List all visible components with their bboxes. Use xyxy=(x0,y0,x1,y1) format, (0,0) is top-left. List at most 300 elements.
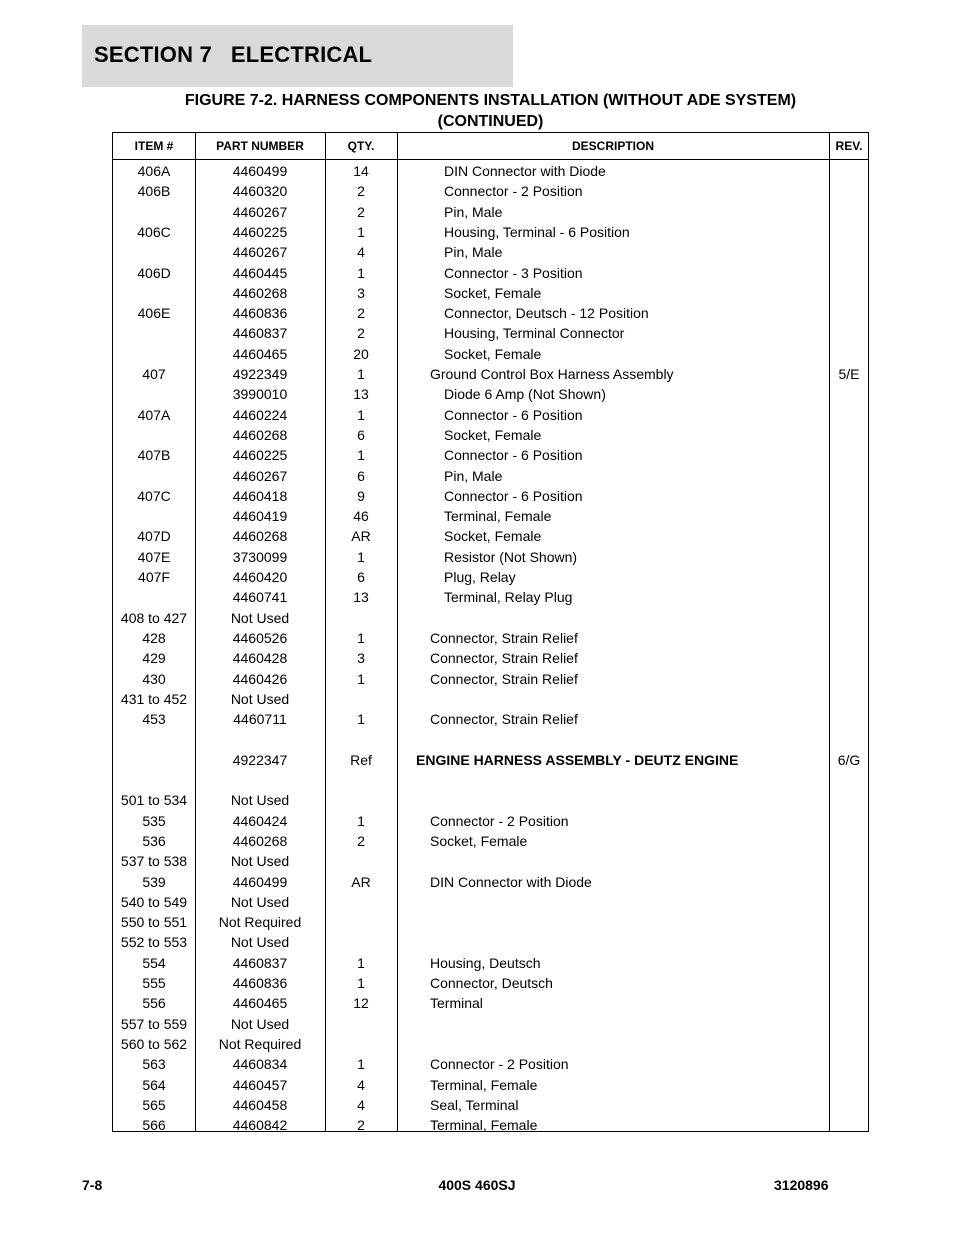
quantity-cell: 1 xyxy=(357,629,365,646)
quantity-cell xyxy=(325,608,397,628)
item-number-cell: 406B xyxy=(137,183,171,200)
revision-cell xyxy=(829,547,869,567)
description-cell xyxy=(397,892,862,912)
quantity-cell: 1 xyxy=(357,711,365,728)
revision-cell xyxy=(829,689,869,709)
revision-cell xyxy=(829,242,869,262)
part-number-cell: 4460224 xyxy=(232,406,288,423)
quantity-cell: 13 xyxy=(353,386,369,403)
item-number-cell xyxy=(113,587,195,607)
table-row xyxy=(113,993,868,1013)
item-number-cell xyxy=(113,323,195,343)
item-number-cell xyxy=(113,466,195,486)
part-number-cell: 4460457 xyxy=(232,1076,288,1093)
revision-cell xyxy=(829,445,869,465)
description-cell: Socket, Female xyxy=(444,284,542,301)
table-row xyxy=(113,790,868,810)
part-number-cell: 4460267 xyxy=(232,203,288,220)
part-number-cell: Not Used xyxy=(230,1015,290,1032)
quantity-cell xyxy=(325,912,397,932)
part-number-cell: 4460445 xyxy=(232,264,288,281)
part-number-cell: 4460834 xyxy=(232,1056,288,1073)
table-row xyxy=(113,222,868,242)
revision-cell xyxy=(829,648,869,668)
table-row xyxy=(113,1115,868,1135)
quantity-cell: 1 xyxy=(357,812,365,829)
item-number-cell: 429 xyxy=(142,650,166,667)
part-number-cell: 4460428 xyxy=(232,650,288,667)
item-number-cell: 430 xyxy=(142,670,166,687)
item-number-cell: 407B xyxy=(137,447,171,464)
quantity-cell: 2 xyxy=(357,832,365,849)
table-row xyxy=(113,161,868,181)
part-number-cell: 4460418 xyxy=(232,487,288,504)
table-row xyxy=(113,669,868,689)
table-row xyxy=(113,729,868,749)
description-cell: Connector - 6 Position xyxy=(444,447,583,464)
description-cell: Connector, Deutsch - 12 Position xyxy=(444,305,649,322)
part-number-cell: 4460268 xyxy=(232,284,288,301)
table-row xyxy=(113,932,868,952)
revision-cell xyxy=(829,466,869,486)
table-row xyxy=(113,506,868,526)
quantity-cell: 6 xyxy=(357,569,365,585)
quantity-cell: 2 xyxy=(357,1117,365,1134)
part-number-cell: 4460458 xyxy=(232,1096,288,1113)
revision-cell xyxy=(829,1034,869,1054)
revision-cell xyxy=(829,323,869,343)
description-cell: Pin, Male xyxy=(444,467,503,484)
item-number-cell: 407F xyxy=(138,569,170,585)
revision-cell xyxy=(829,831,869,851)
quantity-cell: 2 xyxy=(357,305,365,322)
part-number-cell: 4460465 xyxy=(232,995,288,1012)
section-title: SECTION 7 ELECTRICAL xyxy=(94,42,373,67)
description-cell: ENGINE HARNESS ASSEMBLY - DEUTZ ENGINE xyxy=(416,751,739,768)
table-row xyxy=(113,242,868,262)
description-cell: Seal, Terminal xyxy=(430,1096,519,1113)
revision-cell xyxy=(829,669,869,689)
description-cell xyxy=(397,608,862,628)
revision-cell xyxy=(829,993,869,1013)
item-number-cell: 550 to 551 xyxy=(120,914,188,931)
model-name: 400S 460SJ xyxy=(438,1177,516,1193)
description-cell: Connector - 2 Position xyxy=(430,812,569,829)
parts-table xyxy=(112,132,869,1132)
table-row xyxy=(113,851,868,871)
quantity-cell xyxy=(325,1014,397,1034)
part-number-cell: 4460320 xyxy=(232,183,288,200)
item-number-cell: 563 xyxy=(142,1056,166,1073)
item-number-cell: 565 xyxy=(142,1096,166,1113)
revision-cell xyxy=(829,811,869,831)
item-number-cell xyxy=(113,729,195,749)
table-row xyxy=(113,750,868,770)
revision-cell xyxy=(829,1054,869,1074)
part-number-cell: Not Required xyxy=(218,1035,302,1052)
item-number-cell: 536 xyxy=(142,832,166,849)
revision-cell xyxy=(829,486,869,506)
description-cell: Connector - 3 Position xyxy=(444,264,583,281)
description-cell: Socket, Female xyxy=(444,528,542,545)
table-row xyxy=(113,973,868,993)
description-cell: DIN Connector with Diode xyxy=(430,873,592,890)
revision-cell xyxy=(829,709,869,729)
item-number-cell: 431 to 452 xyxy=(120,690,188,707)
table-row xyxy=(113,628,868,648)
revision-cell xyxy=(829,729,869,749)
table-row xyxy=(113,892,868,912)
table-row xyxy=(113,425,868,445)
description-cell: Socket, Female xyxy=(444,345,542,362)
description-cell: Terminal, Female xyxy=(430,1117,538,1134)
revision-cell xyxy=(829,790,869,810)
revision-cell xyxy=(829,892,869,912)
quantity-cell: 3 xyxy=(357,650,365,667)
revision-cell xyxy=(829,425,869,445)
quantity-cell: 1 xyxy=(357,954,365,971)
revision-cell xyxy=(829,344,869,364)
item-number-cell: 552 to 553 xyxy=(120,934,188,951)
table-row xyxy=(113,1075,868,1095)
part-number-cell: 4460836 xyxy=(232,975,288,991)
part-number-cell: 4460225 xyxy=(232,447,288,464)
description-cell: Connector, Deutsch xyxy=(430,975,553,991)
table-row xyxy=(113,283,868,303)
item-number-cell: 406C xyxy=(137,223,171,240)
quantity-cell xyxy=(325,729,397,749)
description-cell: Connector - 6 Position xyxy=(444,406,583,423)
item-number-cell: 408 to 427 xyxy=(120,609,188,626)
part-number-cell: 4460267 xyxy=(232,467,288,484)
item-number-cell: 407E xyxy=(137,548,171,565)
revision-cell xyxy=(829,851,869,871)
item-number-cell: 566 xyxy=(142,1117,166,1134)
item-number-cell: 554 xyxy=(142,954,166,971)
quantity-cell: 4 xyxy=(357,1096,365,1113)
revision-cell xyxy=(829,1095,869,1115)
quantity-cell: 2 xyxy=(357,325,365,342)
quantity-cell: 1 xyxy=(357,1056,365,1073)
quantity-cell: 20 xyxy=(353,345,369,362)
table-row xyxy=(113,1034,868,1054)
revision-cell xyxy=(829,608,869,628)
revision-cell xyxy=(829,628,869,648)
quantity-cell: 6 xyxy=(357,426,365,443)
table-row xyxy=(113,405,868,425)
description-cell: Socket, Female xyxy=(444,426,542,443)
part-number-cell: 4460225 xyxy=(232,223,288,240)
quantity-cell: 6 xyxy=(357,467,365,484)
revision-cell xyxy=(829,932,869,952)
table-row xyxy=(113,323,868,343)
revision-cell: 5/E xyxy=(838,366,860,382)
figure-title: FIGURE 7-2. HARNESS COMPONENTS INSTALLATION (WITHOUT ADE SYSTEM) xyxy=(184,92,797,109)
part-number-cell: Not Used xyxy=(230,609,290,626)
description-cell: Housing, Terminal - 6 Position xyxy=(444,223,630,240)
item-number-cell: 539 xyxy=(142,873,166,890)
item-number-cell xyxy=(113,750,195,770)
part-number-cell: Not Used xyxy=(230,893,290,910)
revision-cell xyxy=(829,161,869,181)
quantity-cell: 1 xyxy=(357,264,365,281)
part-number-cell: 4460499 xyxy=(232,163,288,179)
quantity-cell xyxy=(325,790,397,810)
document-number: 3120896 xyxy=(774,1177,829,1193)
description-cell: Connector - 6 Position xyxy=(444,487,583,504)
item-number-cell: 407A xyxy=(137,406,171,423)
part-number-cell: 4460741 xyxy=(232,589,288,606)
item-number-cell: 535 xyxy=(142,812,166,829)
part-number-cell: 4460499 xyxy=(232,873,288,890)
revision-cell xyxy=(829,506,869,526)
revision-cell xyxy=(829,202,869,222)
table-row xyxy=(113,872,868,892)
quantity-cell: 1 xyxy=(357,223,365,240)
quantity-cell: 9 xyxy=(357,487,365,504)
part-number-cell: 4460419 xyxy=(232,508,288,525)
quantity-cell: 4 xyxy=(357,244,365,261)
item-number-cell: 501 to 534 xyxy=(120,792,188,809)
description-cell: Terminal xyxy=(430,995,483,1012)
part-number-cell: 3730099 xyxy=(232,548,288,565)
part-number-cell: Not Used xyxy=(230,853,290,870)
revision-cell: 6/G xyxy=(837,751,861,768)
table-row xyxy=(113,466,868,486)
item-number-cell: 407C xyxy=(137,487,171,504)
description-cell: Socket, Female xyxy=(430,832,528,849)
description-cell: Connector - 2 Position xyxy=(430,1056,569,1073)
figure-title-continued: (CONTINUED) xyxy=(437,113,544,130)
quantity-cell: 3 xyxy=(357,284,365,301)
table-row xyxy=(113,1014,868,1034)
table-row xyxy=(113,912,868,932)
table-row xyxy=(113,364,868,384)
table-row xyxy=(113,648,868,668)
part-number-cell: 4460842 xyxy=(232,1117,288,1134)
quantity-cell: 2 xyxy=(357,203,365,220)
part-number-cell: 4460837 xyxy=(232,954,288,971)
description-cell xyxy=(397,729,862,749)
part-number-cell: 4922347 xyxy=(232,751,288,768)
quantity-cell: 1 xyxy=(357,670,365,687)
description-cell xyxy=(397,851,862,871)
description-cell xyxy=(397,790,862,810)
description-cell xyxy=(397,932,862,952)
part-number-cell: Not Used xyxy=(230,792,290,809)
quantity-cell: 4 xyxy=(357,1076,365,1093)
revision-cell xyxy=(829,405,869,425)
part-number-cell: 4460267 xyxy=(232,244,288,261)
revision-cell xyxy=(829,303,869,323)
revision-cell xyxy=(829,384,869,404)
item-number-cell xyxy=(113,344,195,364)
part-number-cell: 4460465 xyxy=(232,345,288,362)
table-row xyxy=(113,384,868,404)
quantity-cell: 12 xyxy=(353,995,369,1012)
quantity-cell: 1 xyxy=(357,447,365,464)
table-row xyxy=(113,526,868,546)
item-number-cell: 406D xyxy=(137,264,171,281)
revision-cell xyxy=(829,872,869,892)
quantity-cell: AR xyxy=(351,873,371,890)
part-number-cell: Not Used xyxy=(230,934,290,951)
item-number-cell xyxy=(113,202,195,222)
table-row xyxy=(113,1054,868,1074)
part-number-cell: 4460268 xyxy=(232,426,288,443)
item-number-cell: 564 xyxy=(142,1076,166,1093)
item-number-cell: 428 xyxy=(142,629,166,646)
table-row xyxy=(113,811,868,831)
description-cell: Connector, Strain Relief xyxy=(430,670,578,687)
item-number-cell: 555 xyxy=(142,975,166,991)
item-number-cell: 407D xyxy=(137,528,171,545)
part-number-cell: 4460424 xyxy=(232,812,288,829)
part-number-cell: Not Used xyxy=(230,690,290,707)
description-cell xyxy=(397,770,862,790)
part-number-cell: 4460426 xyxy=(232,670,288,687)
description-cell xyxy=(397,912,862,932)
table-row xyxy=(113,1095,868,1115)
quantity-cell xyxy=(325,1034,397,1054)
revision-cell xyxy=(829,1075,869,1095)
part-number-cell: Not Required xyxy=(218,914,302,931)
table-row xyxy=(113,547,868,567)
quantity-cell xyxy=(325,932,397,952)
table-row xyxy=(113,689,868,709)
table-row xyxy=(113,303,868,323)
revision-cell xyxy=(829,770,869,790)
table-row xyxy=(113,567,868,587)
quantity-cell xyxy=(325,892,397,912)
quantity-cell xyxy=(325,689,397,709)
description-cell: Pin, Male xyxy=(444,244,503,261)
description-cell: Diode 6 Amp (Not Shown) xyxy=(444,386,606,403)
part-number-cell: 4460711 xyxy=(233,711,287,728)
revision-cell xyxy=(829,973,869,993)
quantity-cell: 1 xyxy=(357,406,365,423)
revision-cell xyxy=(829,283,869,303)
item-number-cell: 556 xyxy=(142,995,166,1012)
table-row xyxy=(113,709,868,729)
description-cell: Connector, Strain Relief xyxy=(430,711,578,728)
description-cell: Connector - 2 Position xyxy=(444,183,583,200)
quantity-cell: 1 xyxy=(357,366,365,382)
part-number-cell: 4460420 xyxy=(232,569,288,585)
table-row xyxy=(113,344,868,364)
part-number-cell: 4460526 xyxy=(232,629,288,646)
description-cell: Ground Control Box Harness Assembly xyxy=(430,366,674,382)
revision-cell xyxy=(829,181,869,201)
item-number-cell: 407 xyxy=(142,366,166,382)
item-number-cell: 537 to 538 xyxy=(120,853,188,870)
revision-cell xyxy=(829,263,869,283)
part-number-cell xyxy=(195,770,325,790)
table-row xyxy=(113,770,868,790)
revision-cell xyxy=(829,587,869,607)
description-cell xyxy=(397,1014,862,1034)
revision-cell xyxy=(829,912,869,932)
table-row xyxy=(113,953,868,973)
item-number-cell: 453 xyxy=(142,711,166,728)
header-qty: QTY. xyxy=(347,139,375,153)
header-description: DESCRIPTION xyxy=(571,139,654,153)
part-number-cell: 4460268 xyxy=(232,528,288,545)
description-cell: Plug, Relay xyxy=(444,569,516,585)
table-row xyxy=(113,263,868,283)
part-number-cell: 4460268 xyxy=(232,832,288,849)
quantity-cell xyxy=(325,770,397,790)
description-cell xyxy=(397,1034,862,1054)
description-cell: Housing, Deutsch xyxy=(430,954,541,971)
revision-cell xyxy=(829,567,869,587)
quantity-cell xyxy=(325,851,397,871)
quantity-cell: 1 xyxy=(357,548,365,565)
item-number-cell xyxy=(113,770,195,790)
description-cell: Pin, Male xyxy=(444,203,503,220)
description-cell: Terminal, Female xyxy=(444,508,552,525)
part-number-cell: 4460836 xyxy=(232,305,288,322)
table-row xyxy=(113,445,868,465)
description-cell: DIN Connector with Diode xyxy=(444,163,606,179)
item-number-cell: 406A xyxy=(137,163,171,179)
part-number-cell: 4922349 xyxy=(232,366,288,382)
revision-cell xyxy=(829,953,869,973)
quantity-cell: 2 xyxy=(357,183,365,200)
quantity-cell: 46 xyxy=(353,508,369,525)
table-row xyxy=(113,202,868,222)
item-number-cell: 557 to 559 xyxy=(120,1015,188,1032)
description-cell: Housing, Terminal Connector xyxy=(444,325,625,342)
part-number-cell: 4460837 xyxy=(232,325,288,342)
header-item: ITEM # xyxy=(134,139,174,153)
table-row xyxy=(113,587,868,607)
item-number-cell: 406E xyxy=(137,305,171,322)
item-number-cell: 560 to 562 xyxy=(120,1035,188,1052)
description-cell: Terminal, Relay Plug xyxy=(444,589,573,606)
part-number-cell xyxy=(195,729,325,749)
quantity-cell: 13 xyxy=(353,589,369,606)
header-rule xyxy=(113,159,868,160)
item-number-cell xyxy=(113,384,195,404)
table-row xyxy=(113,831,868,851)
item-number-cell: 540 to 549 xyxy=(120,893,188,910)
description-cell: Connector, Strain Relief xyxy=(430,629,578,646)
item-number-cell xyxy=(113,506,195,526)
quantity-cell: 14 xyxy=(353,163,369,179)
item-number-cell xyxy=(113,242,195,262)
quantity-cell: AR xyxy=(351,528,371,545)
table-row xyxy=(113,608,868,628)
table-row xyxy=(113,181,868,201)
revision-cell xyxy=(829,1014,869,1034)
page-number: 7-8 xyxy=(82,1177,103,1193)
description-cell: Resistor (Not Shown) xyxy=(444,548,578,565)
revision-cell xyxy=(829,526,869,546)
description-cell xyxy=(397,689,862,709)
revision-cell xyxy=(829,1115,869,1135)
item-number-cell xyxy=(113,283,195,303)
header-part-number: PART NUMBER xyxy=(216,139,304,153)
part-number-cell: 3990010 xyxy=(232,386,288,403)
revision-cell xyxy=(829,222,869,242)
table-row xyxy=(113,486,868,506)
description-cell: Connector, Strain Relief xyxy=(430,650,578,667)
header-rev: REV. xyxy=(835,139,863,153)
quantity-cell: 1 xyxy=(357,975,365,991)
quantity-cell: Ref xyxy=(350,751,372,768)
item-number-cell xyxy=(113,425,195,445)
